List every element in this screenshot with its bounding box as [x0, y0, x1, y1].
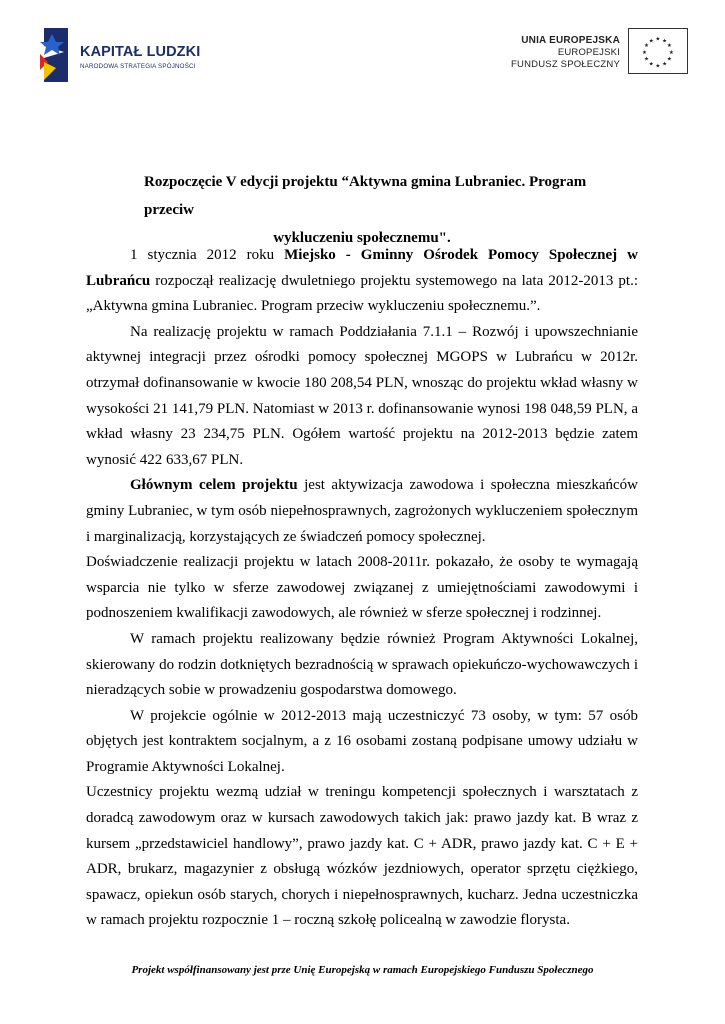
paragraph-4: Doświadczenie realizacji projektu w latach 2008-2011r. pokazało, że osoby te wymagają wsparcia nie tylko w sferze zawodowej związanej z umiejętnościami zawodowymi i podnoszeniem kwalifikacji zawodowych, ale również w sferze społecznej i rodzinnej.: [86, 554, 638, 622]
svg-text:★: ★: [666, 43, 673, 50]
kapital-ludzki-title: KAPITAŁ LUDZKI: [80, 44, 201, 60]
svg-text:★: ★: [642, 49, 648, 56]
document-body: [86, 243, 638, 934]
eu-logo-text: [511, 34, 620, 71]
svg-text:★: ★: [655, 63, 661, 70]
paragraph-1-rest: rozpoczął realizację dwuletniego projektu systemowego na lata 2012-2013 pt.: „Aktywna gmina Lubraniec. Program przeciw wykluczeniu społecznemu.”.: [86, 272, 638, 315]
document-title-line1: Rozpoczęcie V edycji projektu “Aktywna gmina Lubraniec. Program przeciw: [144, 174, 587, 218]
paragraph-7: Uczestnicy projektu wezmą udział w treningu kompetencji społecznych i warsztatach z doradcą zawodowym oraz w kursach zawodowych takich jak: prawo jazdy kat. B wraz z kursem „przedstawiciel handlowy”, prawo jazdy kat. C + ADR, prawo jazdy kat. C + E + ADR, brukarz, magazynier z obsługą wózków jezdniowych, operator sprzętu ciężkiego, spawacz, opiekun osób starych, chorych i niepełnosprawnych, kucharz. Jedna uczestniczka w ramach projektu rozpocznie 1 – roczną szkołę policealną w zawodzie florysta.: [86, 784, 638, 929]
kapital-ludzki-logo: [38, 28, 218, 84]
paragraph-6: W projekcie ogólnie w 2012-2013 mają uczestniczyć 73 osoby, w tym: 57 osób objętych jest kontraktem socjalnym, a z 16 osobami zostaną podpisane umowy udziału w Programie Aktywności Lokalnej.: [86, 707, 638, 775]
svg-text:★: ★: [655, 36, 661, 43]
svg-text:★: ★: [662, 38, 668, 45]
document-title-line2: wykluczeniu społecznemu".: [273, 230, 451, 246]
svg-text:★: ★: [666, 56, 673, 63]
paragraph-3: [86, 473, 638, 550]
paragraph-1-intro: 1 stycznia 2012 roku: [130, 247, 285, 263]
paragraph-1: [86, 243, 638, 320]
eu-logo-line2: EUROPEJSKI: [557, 47, 620, 58]
document-title: [86, 168, 638, 252]
kapital-ludzki-star-icon: [38, 28, 70, 82]
eu-stars-icon: [628, 28, 688, 74]
eu-logo-line1: UNIA EUROPEJSKA: [521, 35, 620, 46]
paragraph-1-institution: Miejsko - Gminny Ośrodek Pomocy Społecznej w Lubrańcu: [86, 247, 639, 289]
svg-text:★: ★: [643, 43, 650, 50]
kapital-ludzki-subtitle: NARODOWA STRATEGIA SPÓJNOŚCI: [80, 63, 196, 70]
paragraph-5: W ramach projektu realizowany będzie również Program Aktywności Lokalnej, skierowany do rodzin dotkniętych bezradnością w sprawach opiekuńczo-wychowawczych i nieradzących sobie w prowadzeniu gospodarstwa domowego.: [86, 630, 638, 699]
paragraph-2: Na realizację projektu w ramach Poddziałania 7.1.1 – Rozwój i upowszechnianie aktywnej integracji przez ośrodki pomocy społecznej MGOPS w Lubrańcu w 2012r. otrzymał dofinansowanie w kwocie 180 208,54 PLN, wnosząc do projektu wkład własny w wysokości 21 141,79 PLN. Natomiast w 2013 r. dofinansowanie wynosi 198 048,59 PLN, a wkład własny 23 234,75 PLN. Ogółem wartość projektu na 2012-2013 będzie zatem wynosić 422 633,67 PLN.: [86, 323, 638, 468]
svg-text:★: ★: [648, 61, 654, 68]
eu-logo-line3: FUNDUSZ SPOŁECZNY: [511, 59, 620, 70]
paragraph-3-bold: Głównym celem projektu: [130, 477, 298, 494]
svg-text:★: ★: [648, 38, 654, 45]
eu-logo: [500, 28, 690, 78]
svg-text:★: ★: [662, 61, 668, 68]
paragraph-3-rest: jest aktywizacja zawodowa i społeczna mieszkańców gminy Lubraniec, w tym osób niepełnosprawnych, zagrożonych wykluczeniem społecznym i marginalizacją, korzystających ze świadczeń pomocy społecznej.: [86, 477, 639, 545]
svg-text:★: ★: [643, 56, 650, 63]
svg-text:★: ★: [668, 49, 674, 56]
footer-note: Projekt współfinansowany jest prze Unię Europejską w ramach Europejskiego Funduszu Społecznego: [131, 964, 594, 976]
